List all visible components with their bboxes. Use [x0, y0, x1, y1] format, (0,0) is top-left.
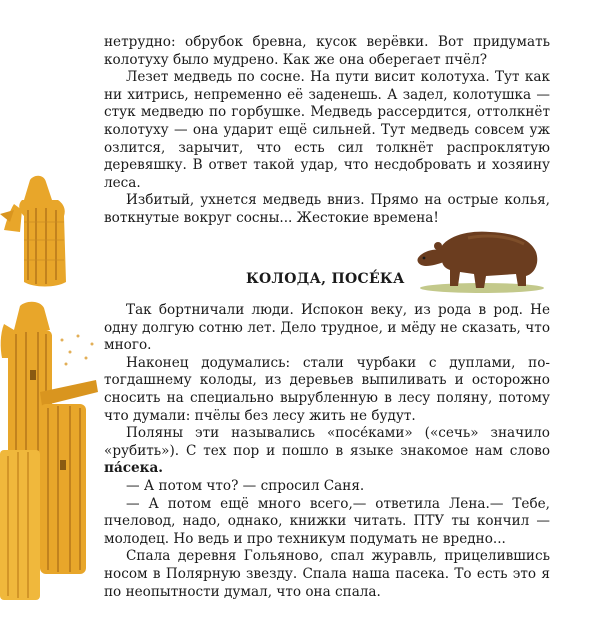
- paragraph: Избитый, ухнется медведь вниз. Прямо на острые колья, воткнутые вокруг сосны... Жестокие времена!: [104, 192, 550, 226]
- paragraph-text: Поляны эти назывались «посе́ками» («сечь» значило «рубить»). С тех пор и пошло в языке знакомое нам слово: [104, 425, 550, 459]
- dialog-line: — А потом что? — спросил Саня.: [126, 477, 365, 494]
- section-heading: КОЛОДА, ПОСЕ́КА: [246, 271, 405, 287]
- paragraph: Лезет медведь по сосне. На пути висит колотуха. Тут как ни хитрись, непременно её заденешь. А задел, колотушка — стук медведю по горбушке. Медведь рассердится, оттолкнёт колотуху — она ударит ещё сильней. Тут медведь совсем уж озлится, зарычит, что есть сил толкнёт распроклятую деревяшку. В ответ такой удар, что несдобровать и хозяину леса.: [104, 69, 550, 191]
- paragraph: Наконец додумались: стали чурбаки с дуплами, по-тогдашнему колоды, из деревьев выпиливать и осторожно сносить на специально вырубленную в лесу поляну, потому что думали: пчёлы без лесу жить не будут.: [104, 354, 550, 424]
- text-block-bottom: [104, 302, 550, 601]
- log-hives-illustration: [0, 300, 100, 610]
- paragraph: нетрудно: обрубок бревна, кусок верёвки. Вот придумать колотуху было мудрено. Как же она оберегает пчёл?: [104, 34, 550, 68]
- paragraph: Спала деревня Гольяново, спал журавль, прицелившись носом в Полярную звезду. Спала наша пасека. То есть это я по неопытности думал, что она спала.: [104, 548, 550, 600]
- highlighted-word: па́сека.: [104, 460, 164, 477]
- dialog-line: — А потом ещё много всего,— ответила Лена.— Тебе, пчеловод, надо, однако, книжки читать. ПТУ ты кончил — молодец. Но ведь и про техникум подумать не вредно...: [104, 495, 550, 547]
- bear-illustration: [408, 216, 548, 296]
- paragraph: Так бортничали люди. Испокон веку, из рода в род. Не одну долгую сотню лет. Дело трудное, и мёду не сказать, что много.: [104, 302, 550, 354]
- straw-hive-illustration: [0, 170, 92, 290]
- paragraph: [104, 425, 550, 478]
- text-block-top: [104, 34, 550, 228]
